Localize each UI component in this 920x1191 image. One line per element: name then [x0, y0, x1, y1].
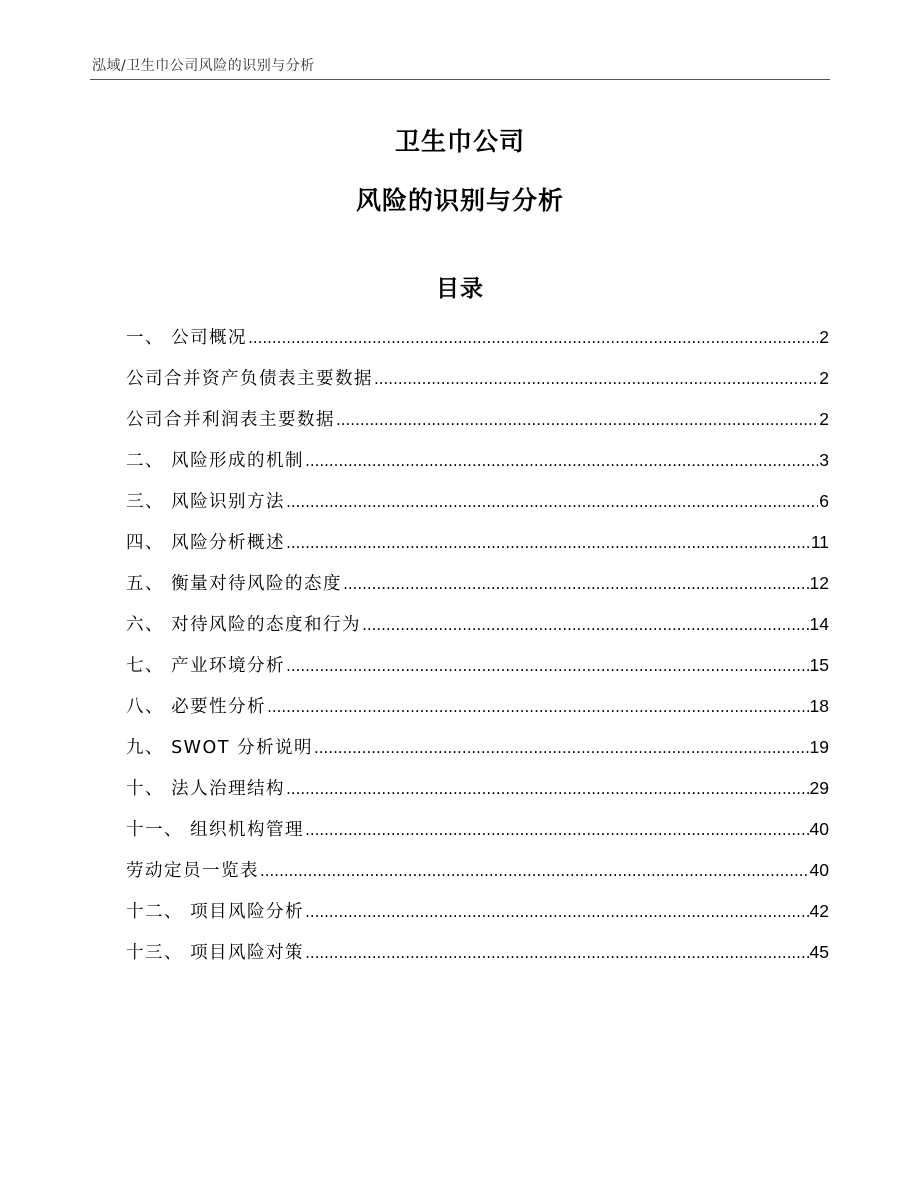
toc-entry[interactable] [126, 775, 829, 816]
toc-leader-dots [314, 739, 809, 757]
toc-entry[interactable] [126, 939, 829, 980]
toc-leader-dots [305, 903, 808, 921]
toc-entry-page: 12 [809, 573, 829, 593]
toc-entry[interactable] [126, 488, 829, 529]
toc-entry-page: 2 [819, 409, 829, 429]
toc-entry-page: 45 [809, 942, 829, 962]
toc-entry[interactable] [126, 406, 829, 447]
toc-entry-title: 十、 法人治理结构 [126, 779, 286, 799]
toc-entry-title: 四、 风险分析概述 [126, 533, 286, 553]
toc-leader-dots [305, 944, 808, 962]
header-divider [90, 79, 830, 80]
toc-leader-dots [362, 616, 808, 634]
toc-entry[interactable] [126, 693, 829, 734]
toc-entry[interactable] [126, 652, 829, 693]
toc-entry[interactable] [126, 816, 829, 857]
toc-leader-dots [374, 370, 818, 388]
toc-entry-page: 18 [809, 696, 829, 716]
toc-entry-page: 11 [810, 532, 829, 552]
toc-leader-dots [305, 452, 818, 470]
toc-entry-title: 公司合并资产负债表主要数据 [126, 369, 373, 389]
toc-leader-dots [336, 411, 818, 429]
toc-entry[interactable] [126, 734, 829, 775]
toc-entry-title: 公司合并利润表主要数据 [126, 410, 335, 430]
toc-entry-title: 七、 产业环境分析 [126, 656, 286, 676]
toc-entry[interactable] [126, 529, 829, 570]
toc-leader-dots [286, 493, 818, 511]
toc-leader-dots [343, 575, 808, 593]
toc-entry[interactable] [126, 611, 829, 652]
toc-leader-dots [286, 534, 810, 552]
toc-entry-title: 八、 必要性分析 [126, 697, 267, 717]
document-title-line2: 风险的识别与分析 [355, 186, 564, 215]
toc-leader-dots [286, 657, 808, 675]
toc-entry-title: 一、 公司概况 [126, 328, 248, 348]
toc-entry-page: 19 [809, 737, 829, 757]
toc-entry-page: 15 [809, 655, 829, 675]
toc-entry-title: 十二、 项目风险分析 [126, 902, 305, 922]
toc-entry-page: 29 [809, 778, 829, 798]
toc-heading: 目录 [436, 276, 484, 302]
toc-entry-page: 6 [819, 491, 829, 511]
toc-entry[interactable] [126, 570, 829, 611]
toc-entry[interactable] [126, 447, 829, 488]
page-header: 泓域/卫生巾公司风险的识别与分析 [92, 58, 315, 74]
toc-entry-page: 42 [809, 901, 829, 921]
toc-entry-page: 2 [819, 368, 829, 388]
toc-entry-page: 14 [809, 614, 829, 634]
toc-leader-dots [305, 821, 808, 839]
toc-entry[interactable] [126, 365, 829, 406]
toc-entry-title: 二、 风险形成的机制 [126, 451, 305, 471]
toc-entry-page: 2 [819, 327, 829, 347]
toc-leader-dots [267, 698, 808, 716]
table-of-contents [126, 324, 829, 980]
toc-entry-title: 五、 衡量对待风险的态度 [126, 574, 343, 594]
toc-leader-dots [286, 780, 808, 798]
toc-entry-title: 劳动定员一览表 [126, 861, 259, 881]
toc-entry[interactable] [126, 324, 829, 365]
document-title-line1: 卫生巾公司 [394, 127, 525, 156]
toc-entry-title: 六、 对待风险的态度和行为 [126, 615, 362, 635]
toc-leader-dots [248, 329, 818, 347]
toc-entry-title: 十一、 组织机构管理 [126, 820, 305, 840]
toc-entry[interactable] [126, 857, 829, 898]
toc-entry-title: 十三、 项目风险对策 [126, 943, 305, 963]
toc-entry-page: 3 [819, 450, 829, 470]
toc-entry-title: 九、 SWOT 分析说明 [126, 738, 314, 758]
toc-leader-dots [260, 862, 809, 880]
toc-entry[interactable] [126, 898, 829, 939]
toc-entry-page: 40 [809, 860, 829, 880]
toc-entry-title: 三、 风险识别方法 [126, 492, 286, 512]
toc-entry-page: 40 [809, 819, 829, 839]
